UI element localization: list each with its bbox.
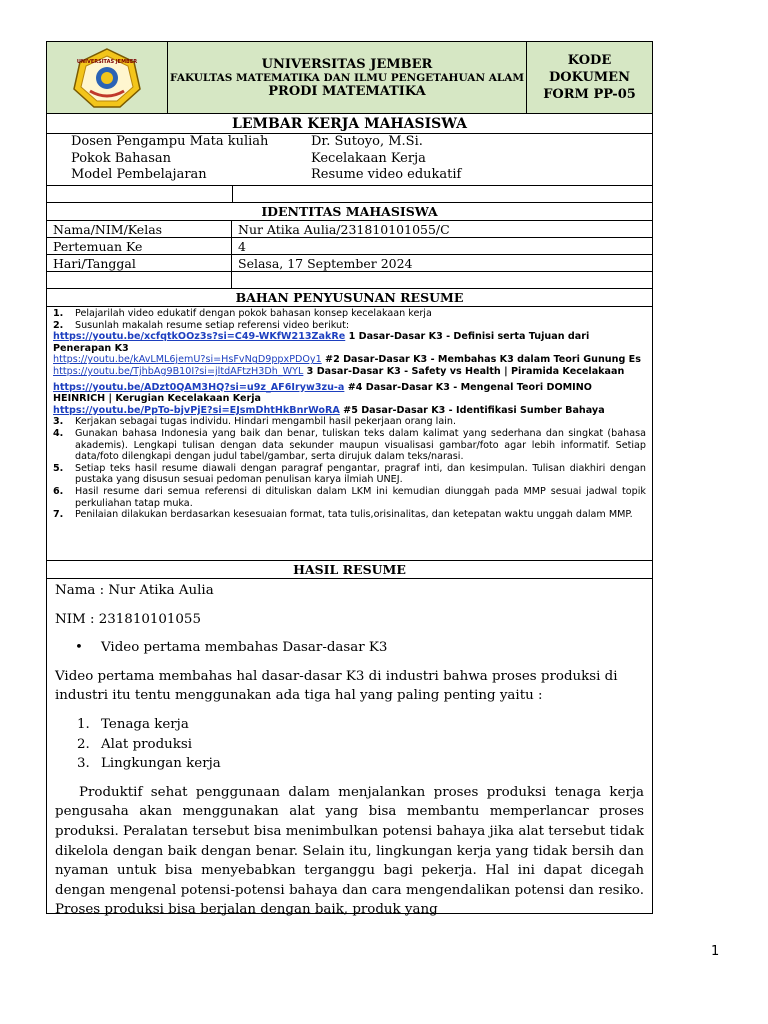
university-logo — [47, 42, 168, 113]
institution-block — [168, 42, 527, 113]
page-title: LEMBAR KERJA MAHASISWA — [47, 114, 652, 134]
list-item: • Video pertama membahas Dasar-dasar K3 — [75, 640, 388, 656]
resume-body — [47, 579, 652, 918]
list-item: 5. Setiap teks hasil resume diawali dengan paragraf pengantar, pragraf inti, dan kesimpulan. Tulisan diakhiri dengan pustaka yang disusun sesuai pedoman penulisan karya ilmiah UNEJ. — [53, 462, 646, 486]
field-value: Selasa, 17 September 2024 — [238, 256, 413, 271]
svg-text:UNIVERSITAS JEMBER: UNIVERSITAS JEMBER — [76, 58, 138, 65]
list-item: 2. Susunlah makalah resume setiap referensi video berikut: — [53, 319, 350, 331]
course-info — [47, 134, 652, 186]
hasil-heading: HASIL RESUME — [47, 561, 652, 579]
faculty-name: FAKULTAS MATEMATIKA DAN ILMU PENGETAHUAN ALAM — [169, 71, 525, 84]
video-link-4[interactable]: https://youtu.be/ADzt0QAM3HQ?si=u9z_AF6Iryw3zu-a #4 Dasar-Dasar K3 - Mengenal Teori DOMINO HEINRICH | Kerugian Kecelakaan Kerja — [53, 381, 592, 405]
info-label: Pokok Bahasan — [71, 150, 171, 166]
program-name: PRODI MATEMATIKA — [268, 83, 426, 99]
video-link-1[interactable]: https://youtu.be/xcfqtkOOz3s?si=C49-WKfW213ZakRe 1 Dasar-Dasar K3 - Definisi serta Tujuan dari Penerapan K3 — [53, 331, 590, 354]
table-row — [47, 238, 652, 255]
table-row — [47, 221, 652, 238]
list-item: 6. Hasil resume dari semua referensi di dituliskan dalam LKM ini kemudian diunggah pada MMP sesuai jadwal topik perkuliahan tatap muka. — [53, 485, 646, 509]
info-value: Resume video edukatif — [311, 167, 462, 182]
info-value: Kecelakaan Kerja — [311, 150, 426, 166]
list-item: 3. Kerjakan sebagai tugas individu. Hindari mengambil hasil pekerjaan orang lain. — [53, 416, 457, 428]
info-value: Dr. Sutoyo, M.Si. — [311, 134, 423, 149]
university-name: UNIVERSITAS JEMBER — [261, 56, 433, 72]
info-label: Model Pembelajaran — [71, 167, 207, 182]
student-nim: NIM : 231810101055 — [55, 611, 201, 627]
video-link-5[interactable]: https://youtu.be/PpTo-bjvPjE?si=EJsmDhtHkBnrWoRA #5 Dasar-Dasar K3 - Identifikasi Sumber Bahaya — [53, 404, 605, 416]
list-item: 1. Tenaga kerja — [77, 716, 189, 732]
field-label: Pertemuan Ke — [47, 238, 232, 254]
spacer-row — [47, 186, 652, 203]
field-value: Nur Atika Aulia/231810101055/C — [238, 222, 450, 237]
numbered-list — [55, 715, 644, 774]
paragraph: Produktif sehat penggunaan dalam menjalankan proses produksi tenaga kerja pengusaha akan menggunakan alat yang bisa membantu memperlancar proses produksi. Peralatan tersebut bisa menimbulkan potensi bahaya jika alat tersebut tidak dikelola dengan baik dengan benar. Selain itu, lingkungan kerja yang tidak bersih dan nyaman untuk bisa menyebabkan terganggu bagi pekerja. Hal ini dapat dicegah dengan mengenal potensi-potensi bahaya dan cara mengendalikan potensi dan resiko. Proses produksi bisa berjalan dengan baik, produk yang — [55, 784, 644, 918]
list-item: 7. Penilaian dilakukan berdasarkan kesesuaian format, tata tulis,orisinalitas, dan ketepatan waktu unggah dalam MMP. — [53, 509, 633, 521]
list-item: 1. Pelajarilah video edukatif dengan pokok bahasan konsep kecelakaan kerja — [53, 308, 432, 319]
instructions-list — [47, 307, 652, 561]
field-value: 4 — [238, 239, 246, 254]
identitas-heading: IDENTITAS MAHASISWA — [47, 203, 652, 221]
paragraph: Video pertama membahas hal dasar-dasar K3 di industri bahwa proses produksi di industri itu tentu menggunakan ada tiga hal yang paling penting yaitu : — [55, 668, 618, 704]
list-item: 3. Lingkungan kerja — [77, 756, 221, 772]
bahan-heading: BAHAN PENYUSUNAN RESUME — [47, 289, 652, 307]
list-item: 4. Gunakan bahasa Indonesia yang baik dan benar, tuliskan teks dalam kalimat yang sederhana dan singkat (bahasa akademis). Lengkapi tulisan dengan data sekunder maupun visualisasi gambar/foto agar lebih informatif. Setiap data/foto dilengkapi dengan judul tabel/gambar, serta dirujuk dalam teks/narasi. — [53, 427, 646, 463]
field-label: Nama/NIM/Kelas — [47, 221, 232, 237]
table-row — [47, 255, 652, 272]
document-code: KODE DOKUMEN FORM PP-05 — [543, 53, 636, 102]
document-header — [47, 42, 652, 114]
info-label: Dosen Pengampu Mata kuliah — [71, 134, 269, 149]
field-label: Hari/Tanggal — [47, 255, 232, 271]
student-name: Nama : Nur Atika Aulia — [55, 583, 214, 598]
page-number: 1 — [711, 944, 720, 959]
list-item: 2. Alat produksi — [77, 736, 193, 752]
video-link-2[interactable]: https://youtu.be/kAvLML6jemU?si=HsFvNgD9ppxPDOy1 #2 Dasar-Dasar K3 - Membahas K3 dalam Teori Gunung Es — [53, 354, 641, 366]
worksheet — [46, 41, 653, 918]
video-link-3[interactable]: https://youtu.be/TjhbAg9B10I?si=jltdAFtzH3Dh_WYL 3 Dasar-Dasar K3 - Safety vs Health | Piramida Kecelakaan — [53, 365, 625, 377]
spacer-row — [47, 272, 652, 289]
